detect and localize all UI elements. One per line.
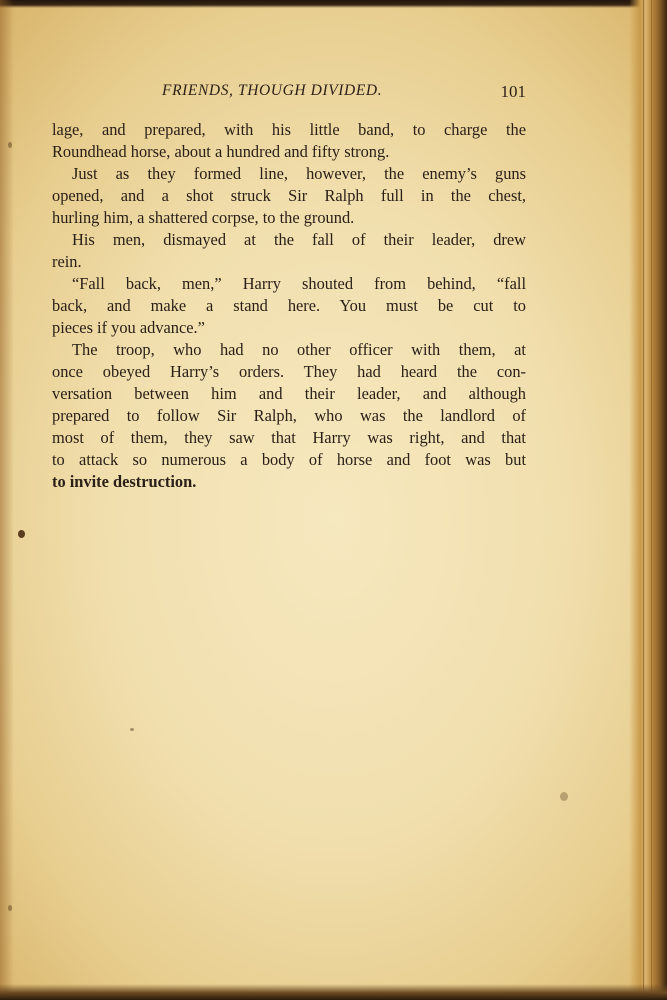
text-line: Roundhead horse, about a hundred and fifty strong. [52,142,390,161]
page-header [52,82,530,106]
running-title: FRIENDS, THOUGH DIVIDED. [162,82,383,99]
text-line: back, and make a stand here. You must be cut to [52,296,526,315]
text-line: lage, and prepared, with his little band, to charge the [52,120,526,139]
text-line: to invite destruction. [52,472,197,491]
text-line: The troop, who had no other officer with them, at [72,340,526,359]
text-line: versation between him and their leader, and although [52,384,526,403]
text-line: most of them, they saw that Harry was right, and that [52,428,526,447]
text-line: once obeyed Harry’s orders. They had heard the con- [52,362,526,381]
page-top-edge [0,0,667,8]
page-fore-edge [629,0,667,1000]
text-line: to attack so numerous a body of horse and foot was but [52,450,526,469]
page-number: 101 [500,82,526,101]
text-line: Just as they formed line, however, the enemy’s guns [72,164,526,183]
foxing-spot [560,792,568,801]
foxing-spot [130,728,134,731]
text-line: opened, and a shot struck Sir Ralph full in the chest, [52,186,526,205]
text-line: His men, dismayed at the fall of their leader, drew [72,230,526,249]
body-text [52,119,526,493]
text-line: hurling him, a shattered corpse, to the ground. [52,208,355,227]
foxing-spot [8,905,12,911]
text-line: prepared to follow Sir Ralph, who was the landlord of [52,406,526,425]
page-left-shading [0,0,14,1000]
page-bottom-edge [0,984,667,1000]
text-line: pieces if you advance.” [52,318,205,337]
foxing-spot [8,142,12,148]
text-line: rein. [52,252,82,271]
foxing-spot [18,530,25,538]
text-line: “Fall back, men,” Harry shouted from behind, “fall [72,274,526,293]
